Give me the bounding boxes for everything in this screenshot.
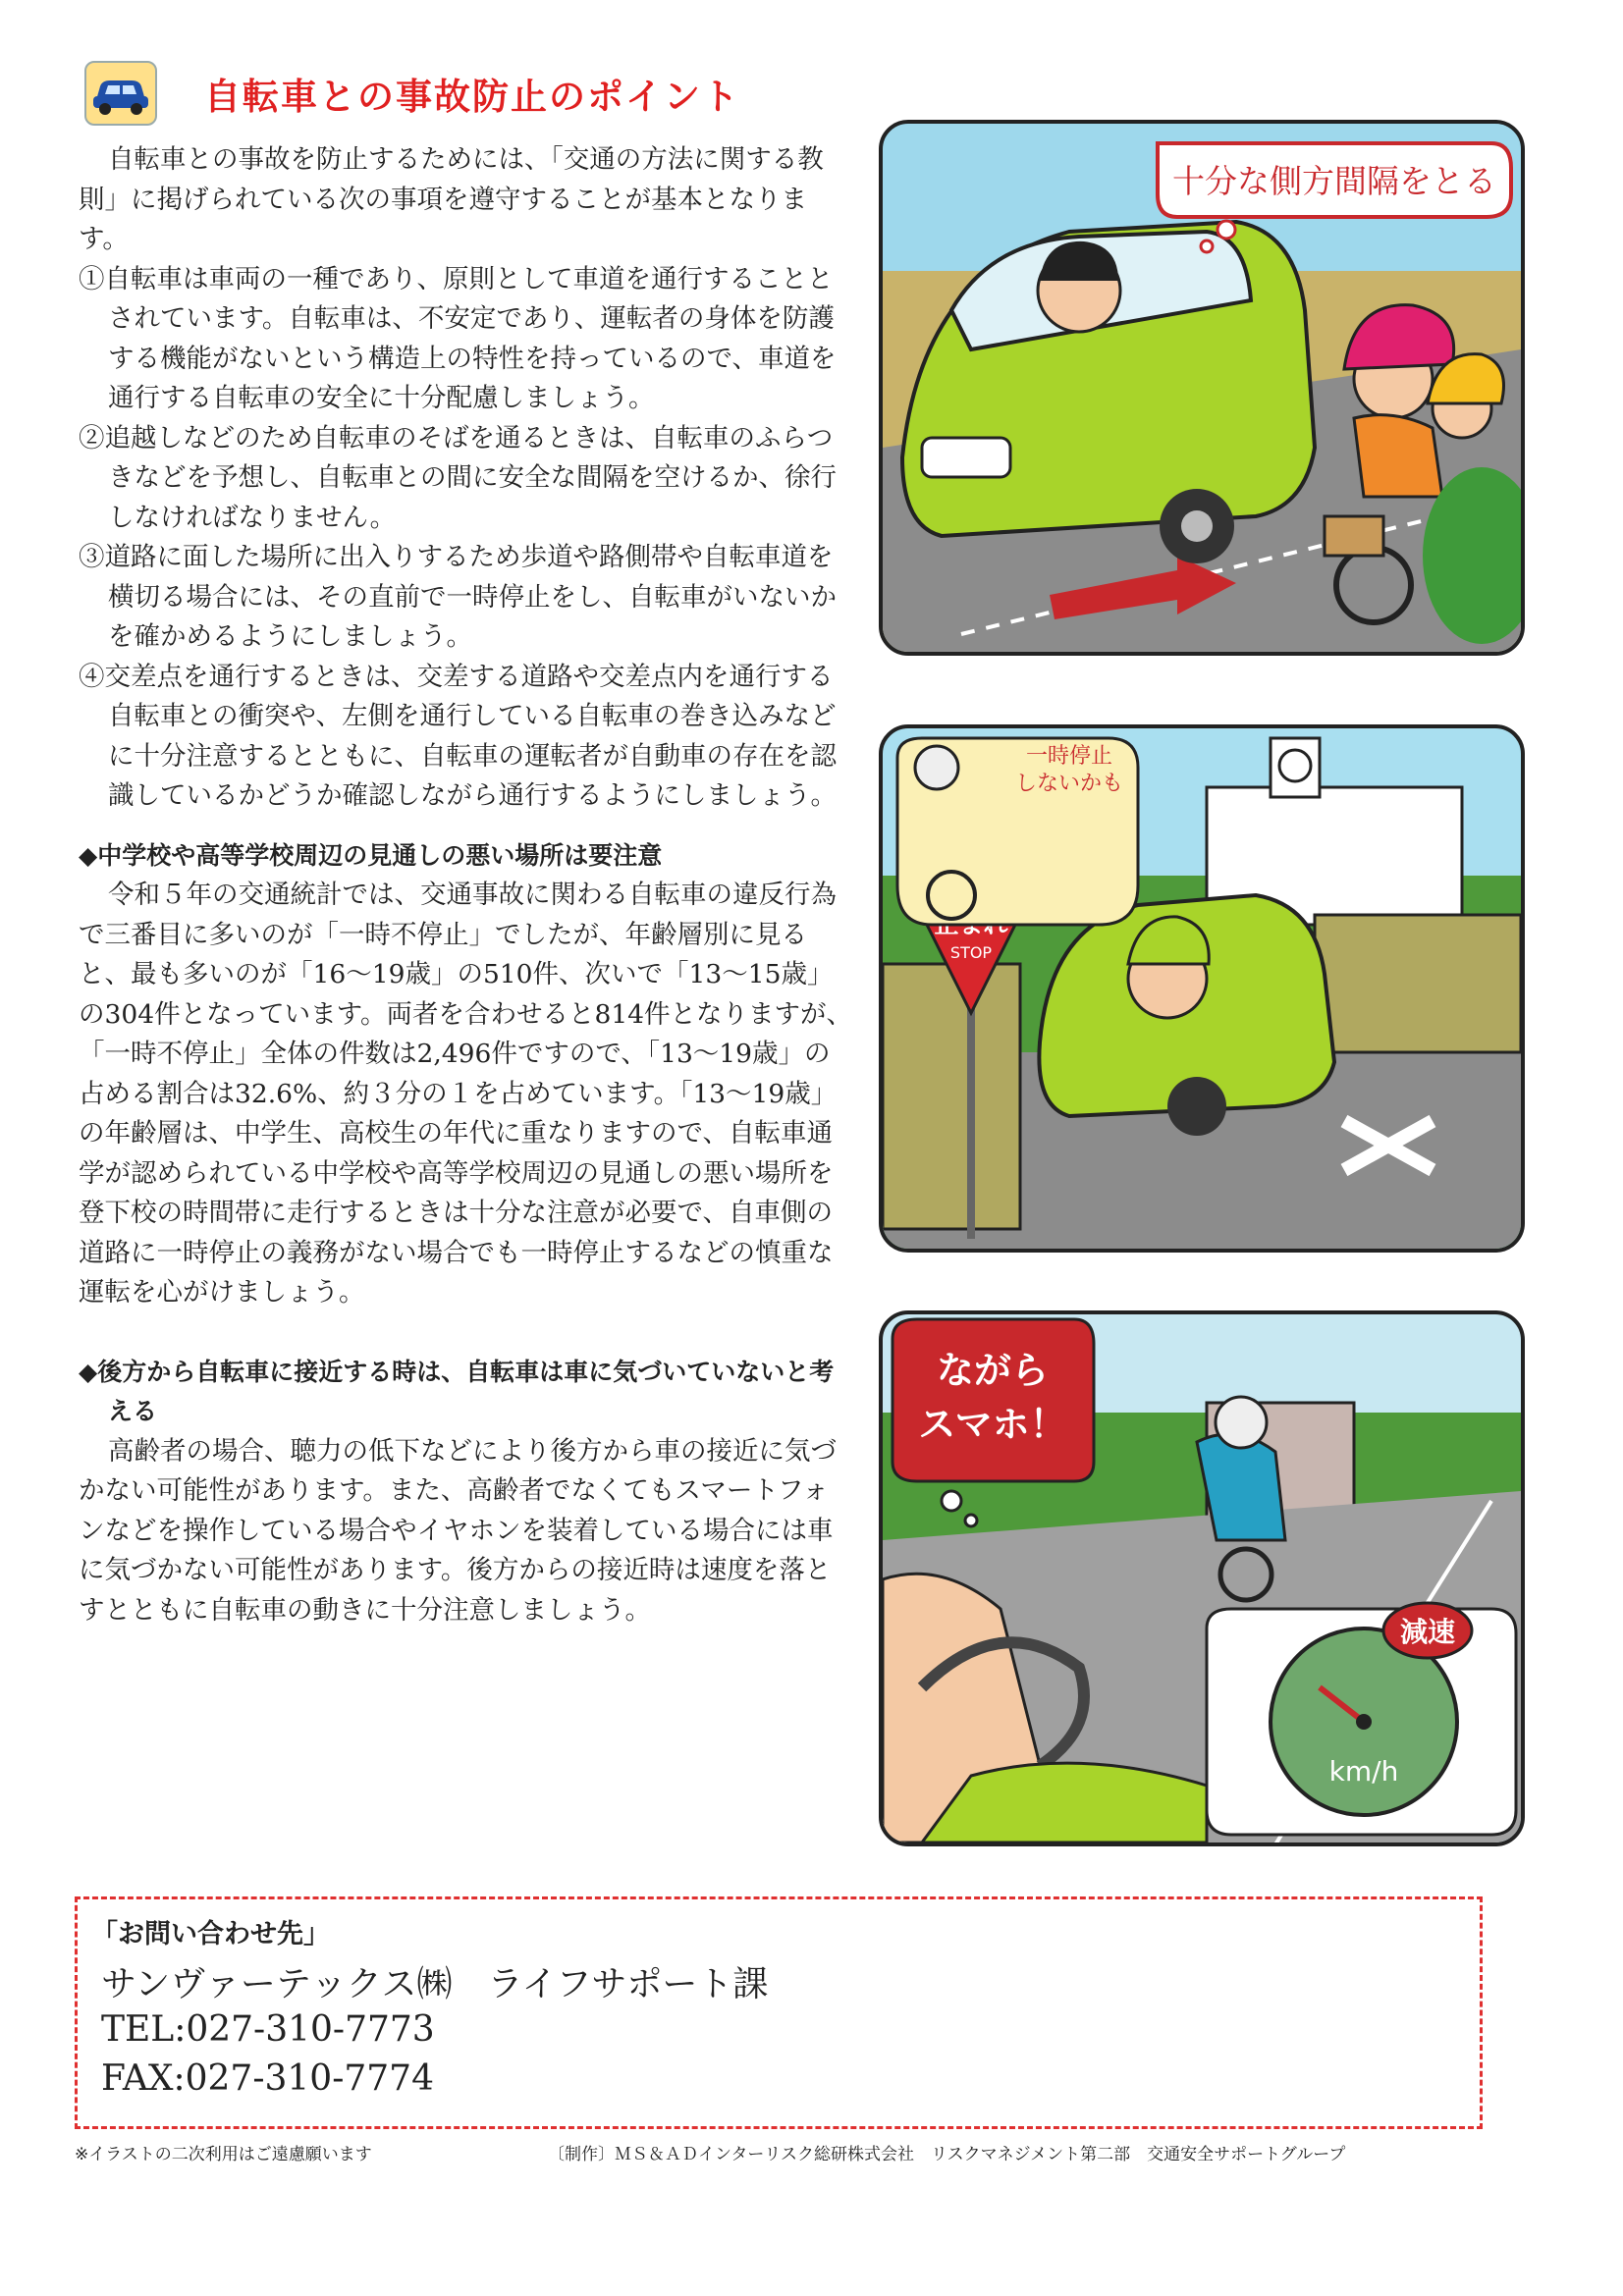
slow-down-badge: 減速 [1399,1616,1456,1648]
intro-paragraph: 自転車との事故を防止するためには、「交通の方法に関する教則」に掲げられている次の事項を遵守することが基本となります。 [79,144,824,254]
contact-company: サンヴァーテックス㈱ ライフサポート課 [101,1964,769,2004]
point-2: ②追越しなどのため自転車のそばを通るときは、自転車のふらつきなどを予想し、自転車との間に安全な間隔を空けるか、徐行しなければなりません。 [79,422,837,533]
contact-box [75,1896,1483,2129]
bubble-smartphone-1: ながら [936,1349,1050,1392]
bubble-side-clearance: 十分な側方間隔をとる [1172,162,1496,200]
contact-tel[interactable]: TEL:027-310-7773 [101,2009,435,2050]
section2-text: 高齢者の場合、聴力の低下などにより後方から車の接近に気づかない可能性があります。また、高齢者でなくてもスマートフォンなどを操作している場合やイヤホンを装着している場合には車に気づかない可能性があります。後方からの接近時は速度を落とすとともに自転車の動きに十分注意しましょう。 [79,1435,837,1626]
footer-credit: 〔制作〕ＭＳ＆ＡＤインターリスク総研株式会社 リスクマネジメント第二部 交通安全サポートグループ [548,2145,1346,2164]
point-4: ④交差点を通行するときは、交差する道路や交差点内を通行する自転車との衝突や、左側を通行している自転車の巻き込みなどに十分注意するとともに、自転車の運転者が自動車の存在を認識しているかどうか確認しながら通行するようにしましょう。 [79,661,837,811]
section2-heading: ◆後方から自転車に接近する時は、自転車は車に気づいていないと考える [79,1357,835,1425]
bubble-may-not-stop-2: しないかも [1014,772,1124,796]
footer-note: ※イラストの二次利用はご遠慮願います [75,2145,372,2164]
page-title: 自転車との事故防止のポイント [204,76,740,118]
body-text [79,140,854,1630]
contact-heading: 「お問い合わせ先」 [91,1919,330,1949]
section1-heading: ◆中学校や高等学校周辺の見通しの悪い場所は要注意 [79,840,663,870]
car-icon [84,61,157,126]
illustration-side-clearance [879,120,1525,656]
illustration-stop-sign [879,724,1525,1253]
section1-text: 令和５年の交通統計では、交通事故に関わる自転車の違反行為で三番目に多いのが「一時不停止」でしたが、年齢層別に見ると、最も多いのが「16～19歳」の510件、次いで「13～15歳」の304件となっています。両者を合わせると814件となりますが、「一時不停止」全体の件数は2,496件ですので、「13～19歳」の占める割合は32.6%、約３分の１を占めています。「13～19歳」の年齢層は、中学生、高校生の年代に重なりますので、自転車通学が認められている中学校や高等学校周辺の見通しの悪い場所を登下校の時間帯に走行するときは十分な注意が必要で、自車側の道路に一時停止の義務がない場合でも一時停止するなどの慎重な運転を心がけましょう。 [79,880,853,1308]
stop-sign-text-en: STOP [949,943,993,962]
illustration-smartphone-cyclist [879,1310,1525,1846]
point-1: ①自転車は車両の一種であり、原則として車道を通行することとされています。自転車は、不安定であり、運転者の身体を防護する機能がないという構造上の特性を持っているので、車道を通行する自転車の安全に十分配慮しましょう。 [79,263,837,413]
speed-unit: km/h [1328,1755,1399,1788]
bubble-may-not-stop-1: 一時停止 [1025,744,1113,769]
point-3: ③道路に面した場所に出入りするため歩道や路側帯や自転車道を横切る場合には、その直前で一時停止をし、自転車がいないかを確かめるようにしましょう。 [79,542,837,652]
contact-fax: FAX:027-310-7774 [101,2058,434,2099]
bubble-smartphone-2: スマホ！ [918,1403,1067,1446]
